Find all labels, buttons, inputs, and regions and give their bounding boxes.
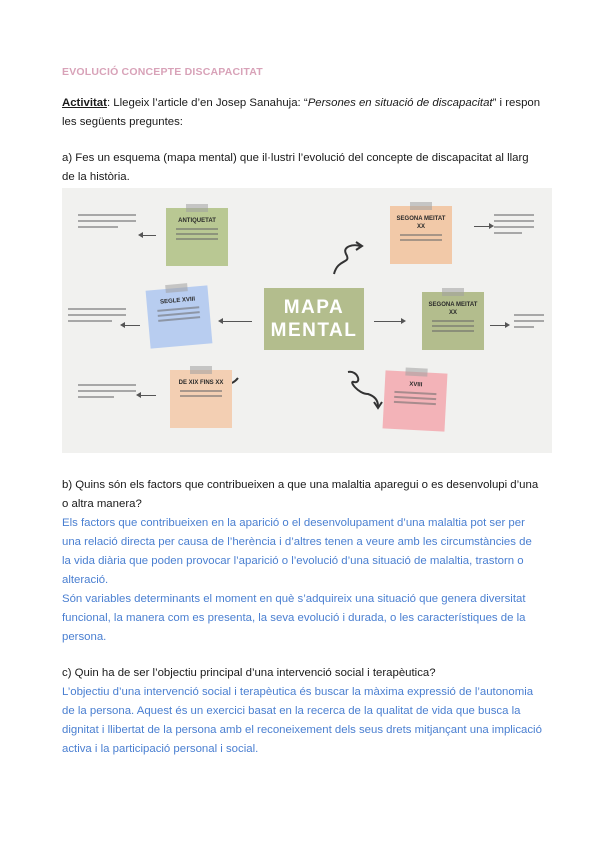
note-title: ANTIQUETAT (178, 218, 216, 224)
note-segona-meitat-xx-mid (422, 292, 484, 350)
answer-b-line: Són variables determinants el moment en què s’adquireix una situació que genera diversitat (62, 593, 526, 605)
side-text-top-right (494, 214, 534, 238)
question-b (62, 476, 540, 647)
question-a-line-2: de la història. (62, 171, 130, 183)
question-b-line-2: o altra manera? (62, 498, 142, 510)
question-c-line-1: c) Quin ha de ser l’objectiu principal d’una intervenció social i terapèutica? (62, 667, 436, 679)
side-text-top-left (78, 214, 136, 232)
question-a-line-1: a) Fes un esquema (mapa mental) que il·lustri l’evolució del concepte de discapacitat al llarg (62, 152, 529, 164)
article-title: Persones en situació de discapacitat (307, 97, 493, 109)
answer-c-line: dignitat i llibertat de la persona amb el reconeixement dels seus drets mitjançant una implicació (62, 724, 542, 736)
mind-map-center-line-1: MAPA (283, 297, 345, 318)
answer-c-line: activa i la participació personal i social. (62, 743, 259, 755)
note-xviii (383, 370, 448, 431)
answer-b-line: una relació directa per causa de l’herència i d’altres tenen a veure amb les circumstàncies de (62, 536, 532, 548)
note-de-xix-fins-xx (170, 370, 232, 428)
question-b-line-1: b) Quins són els factors que contribueixen a que una malaltia aparegui o es desenvolupi d’una (62, 479, 539, 491)
note-segona-meitat-xx-top (390, 206, 452, 264)
answer-c-line: de la persona. Aquest és un exercici basat en la recerca de la qualitat de vida que busca la (62, 705, 521, 717)
arrow-center-left (222, 321, 252, 322)
arrow-left-3 (140, 395, 156, 396)
document-title: EVOLUCIÓ CONCEPTE DISCAPACITAT (62, 66, 263, 78)
answer-b-line: la vida diària que poden provocar l’aparició o l’evolució d’una situació de malaltia, trastorn o (62, 555, 524, 567)
activity-text: : Llegeix l’article d’en Josep Sanahuja: “ (106, 97, 308, 109)
activity-line-2: les següents preguntes: (62, 116, 183, 128)
answer-b-line: Els factors que contribueixen en la aparició o el desenvolupament d’una malaltia pot ser per (62, 517, 525, 529)
mind-map-image (62, 188, 552, 453)
side-text-mid-left (68, 308, 126, 326)
activity-text-end: ” i respon (492, 97, 541, 109)
answer-b-line: funcional, la manera com es presenta, la seva evolució i durada, o les característiques de la (62, 612, 526, 624)
mind-map-center-line-2: MENTAL (270, 320, 358, 341)
side-text-bottom-left (78, 384, 136, 402)
activity-label: Activitat (62, 97, 107, 109)
note-title: SEGONA MEITAT XX (428, 302, 478, 316)
mind-map-center (264, 288, 364, 350)
arrow-left-1 (142, 235, 156, 236)
curly-arrow-top (328, 238, 368, 278)
note-segle-xviii (146, 285, 213, 348)
activity-paragraph (62, 94, 540, 132)
question-c (62, 664, 540, 759)
note-title: XVIII (409, 381, 423, 389)
curly-arrow-bottom-right (344, 366, 384, 410)
note-title: SEGLE XVIII (159, 296, 196, 306)
arrow-left-2 (124, 325, 140, 326)
arrow-right-2 (490, 325, 506, 326)
question-a (62, 149, 540, 187)
answer-b-line: alteració. (62, 574, 109, 586)
arrow-right-1 (474, 226, 490, 227)
answer-b-line: persona. (62, 631, 107, 643)
side-text-mid-right (514, 314, 544, 332)
note-antiquetat (166, 208, 228, 266)
arrow-center-right (374, 321, 402, 322)
note-title: DE XIX FINS XX (178, 380, 224, 386)
note-title: SEGONA MEITAT XX (396, 216, 446, 230)
answer-c-line: L’objectiu d’una intervenció social i terapèutica és buscar la màxima expressió de l’autonomia (62, 686, 534, 698)
